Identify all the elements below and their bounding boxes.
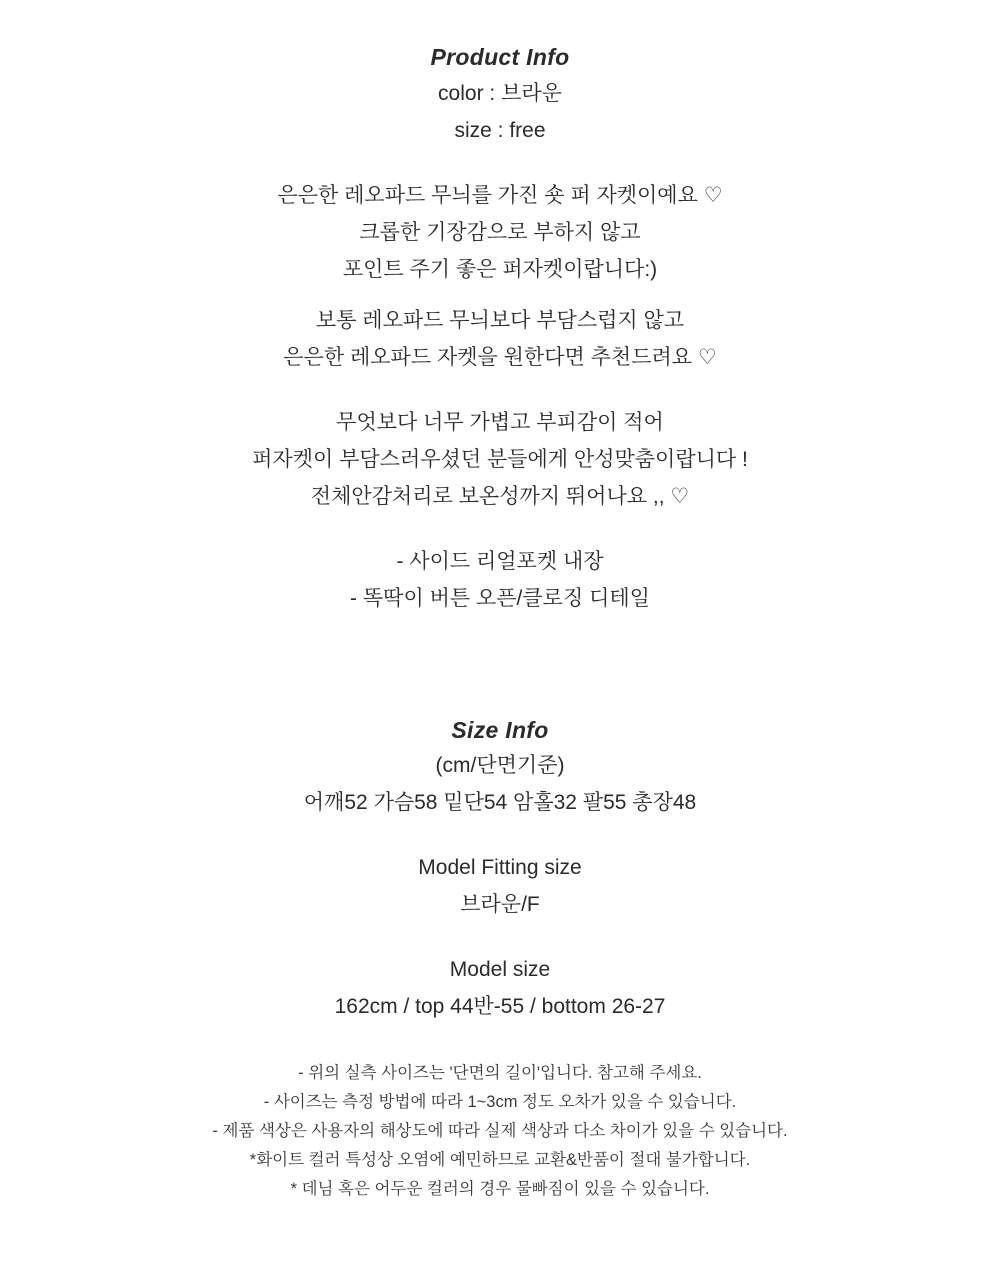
description-line: 전체안감처리로 보온성까지 뛰어나요 ,, ♡ (310, 484, 690, 508)
product-attributes (60, 75, 940, 149)
product-info-title: Product Info (430, 44, 570, 70)
size-measurement-values: 어깨52 가슴58 밑단54 암홀32 팔55 총장48 (303, 791, 697, 814)
size-measurements (60, 747, 940, 821)
model-size-value: 162cm / top 44반-55 / bottom 26-27 (334, 995, 666, 1018)
note-line: * 데님 혹은 어두운 컬러의 경우 물빠짐이 있을 수 있습니다. (290, 1180, 710, 1198)
description-block-2 (60, 302, 940, 376)
spacer (60, 1025, 940, 1053)
spacer (60, 288, 940, 302)
spacer (60, 617, 940, 685)
description-line: 크롭한 기장감으로 부하지 않고 (359, 220, 641, 244)
detail-point: - 사이드 리얼포켓 내장 (396, 549, 604, 573)
description-line: 은은한 레오파드 무늬를 가진 숏 퍼 자켓이예요 ♡ (277, 183, 723, 207)
spacer (60, 149, 940, 177)
size-unit-note: (cm/단면기준) (435, 754, 565, 777)
spacer (60, 515, 940, 543)
description-line: 무엇보다 너무 가볍고 부피감이 적어 (336, 410, 664, 434)
note-line: - 위의 실측 사이즈는 '단면의 길이'입니다. 참고해 주세요. (298, 1064, 702, 1082)
spacer (60, 923, 940, 951)
detail-point: - 똑딱이 버튼 오픈/클로징 디테일 (350, 586, 650, 610)
note-line: - 사이즈는 측정 방법에 따라 1~3cm 정도 오차가 있을 수 있습니다. (263, 1093, 737, 1111)
description-block-1 (60, 177, 940, 288)
description-line: 포인트 주기 좋은 퍼자켓이랍니다:) (342, 257, 658, 281)
size-info-title: Size Info (451, 716, 549, 743)
model-fitting-size (60, 849, 940, 923)
model-fitting-value: 브라운/F (460, 893, 540, 916)
product-attribute-color: color : 브라운 (438, 81, 562, 105)
product-attribute-size: size : free (454, 118, 546, 142)
description-line: 보통 레오파드 무늬보다 부담스럽지 않고 (315, 308, 685, 332)
note-line: - 제품 색상은 사용자의 해상도에 따라 실제 색상과 다소 차이가 있을 수 있습니다. (212, 1122, 788, 1140)
description-line: 퍼자켓이 부담스러우셨던 분들에게 안성맞춤이랍니다 ! (252, 447, 748, 471)
note-line: *화이트 컬러 특성상 오염에 예민하므로 교환&반품이 절대 불가합니다. (249, 1151, 751, 1169)
spacer (60, 685, 940, 713)
description-block-3 (60, 404, 940, 515)
spacer (60, 821, 940, 849)
spacer (60, 376, 940, 404)
disclaimer-notes (60, 1059, 940, 1204)
model-size (60, 951, 940, 1025)
model-fitting-title: Model Fitting size (418, 856, 582, 879)
detail-points (60, 543, 940, 617)
description-line: 은은한 레오파드 자켓을 원한다면 추천드려요 ♡ (283, 345, 717, 369)
model-size-title: Model size (449, 958, 551, 981)
